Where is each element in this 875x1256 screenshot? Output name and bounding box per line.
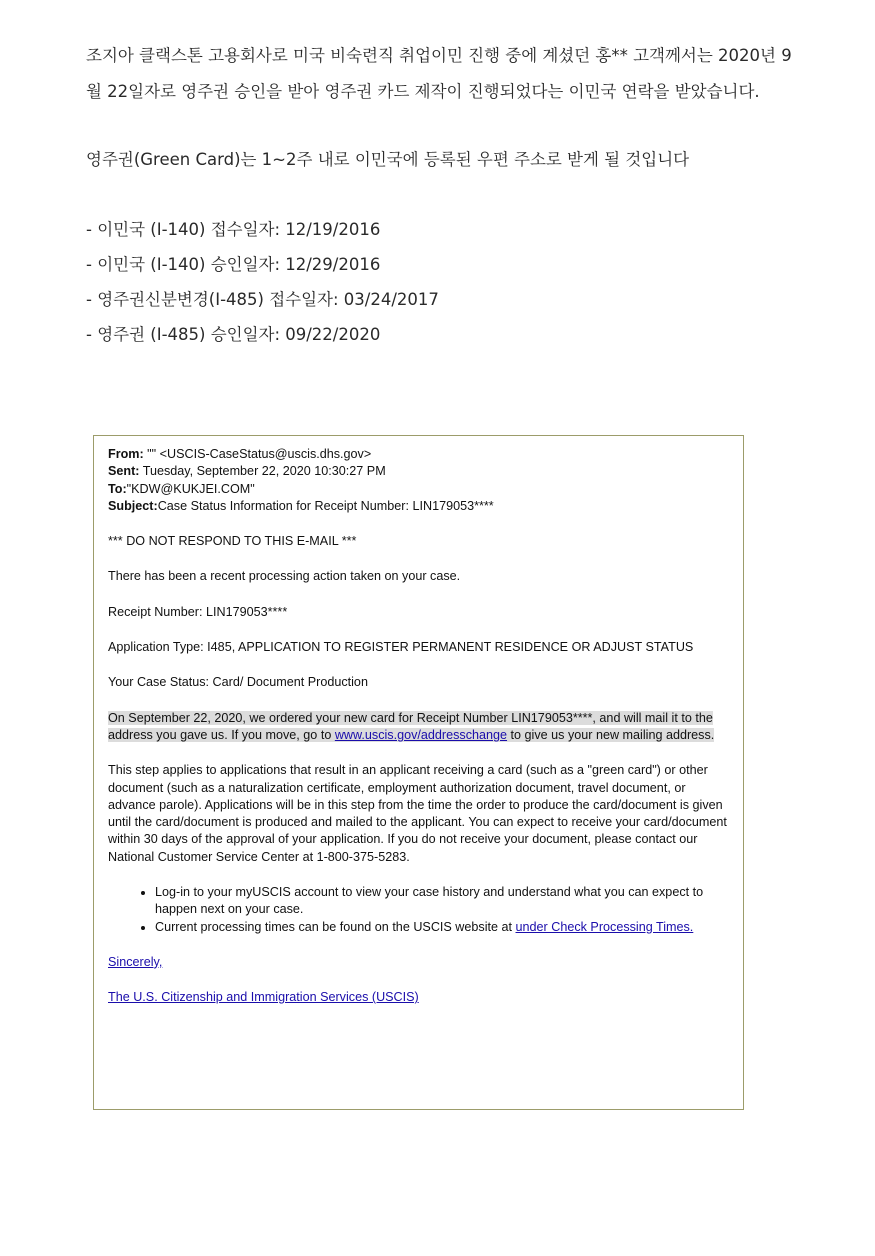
step-explanation: This step applies to applications that result in an applicant receiving a card (such as a "green card") or other document (such as a naturalization certificate, employment authorization document, travel document, or advance parole). Applications will be in this step from the time the order to produce the card/document is given until the card/document is produced and mailed to the applicant. You can expect to receive your card/document within 30 days of the approval of your application. If you do not receive your document, please contact our National Customer Service Center at 1-800-375-5283. (108, 763, 727, 864)
timeline-item: - 영주권신분변경(I-485) 접수일자: 03/24/2017 (86, 290, 439, 309)
email-screenshot (93, 435, 744, 1110)
from-value: "" <USCIS-CaseStatus@uscis.dhs.gov> (143, 447, 372, 461)
email-subject (108, 498, 729, 515)
email-sent (108, 463, 729, 480)
timeline-item: - 이민국 (I-140) 승인일자: 12/29/2016 (86, 255, 381, 274)
to-value: "KDW@KUKJEI.COM" (126, 481, 255, 496)
sincerely (108, 954, 729, 971)
to-label: To: (108, 481, 127, 496)
sent-value: Tuesday, September 22, 2020 10:30:27 PM (139, 464, 386, 479)
highlighted-text (108, 711, 714, 742)
highlight-text-before: On September 22, 2020, we ordered your new card for Receipt Number LIN179053****, and will mail it to the address you gave us. If you move, go to (108, 710, 713, 742)
intro-paragraph: 조지아 클랙스톤 고용회사로 미국 비숙련직 취업이민 진행 중에 계셨던 홍** 고객께서는 2020년 9월 22일자로 영주권 승인을 받아 영주권 카드 제작이 진행되었다는 이민국 연락을 받았습니다. (86, 46, 792, 101)
subject-label: Subject: (108, 498, 158, 513)
highlight-text-after: to give us your new mailing address. (507, 727, 715, 742)
case-timeline (86, 212, 801, 352)
bullet-item (155, 919, 729, 936)
sent-label: Sent: (108, 464, 140, 479)
timeline-item: - 이민국 (I-140) 접수일자: 12/19/2016 (86, 220, 381, 239)
timeline-item: - 영주권 (I-485) 승인일자: 09/22/2020 (86, 325, 381, 344)
bullet-item: • Log-in to your myUSCIS account to view your case history and understand what you can expect to happen next on your case. (155, 884, 729, 919)
card-order-notice (108, 710, 729, 745)
sincerely-link[interactable]: Sincerely, (108, 954, 163, 969)
intro-section (86, 38, 801, 369)
processing-times-link[interactable]: under Check Processing Times. (515, 919, 694, 934)
address-change-link[interactable]: www.uscis.gov/addresschange (334, 727, 508, 742)
recent-action-text: There has been a recent processing action taken on your case. (108, 569, 461, 584)
signature (108, 989, 729, 1006)
uscis-signature-link[interactable]: The U.S. Citizenship and Immigration Services (USCIS) (108, 990, 419, 1005)
email-from (108, 446, 729, 463)
info-bullets (108, 884, 729, 936)
bullet-text: Current processing times can be found on the USCIS website at (155, 919, 516, 934)
subject-value: Case Status Information for Receipt Number: LIN179053**** (157, 498, 494, 513)
from-label: From: (108, 447, 144, 461)
do-not-respond: *** DO NOT RESPOND TO THIS E-MAIL *** (108, 534, 357, 549)
email-to (108, 481, 729, 498)
application-type: Application Type: I485, APPLICATION TO REGISTER PERMANENT RESIDENCE OR ADJUST STATUS (108, 640, 694, 655)
case-status: Your Case Status: Card/ Document Production (108, 675, 368, 690)
receipt-number: Receipt Number: LIN179053**** (108, 604, 288, 619)
green-card-notice: 영주권(Green Card)는 1~2주 내로 이민국에 등록된 우편 주소로 받게 될 것입니다 (86, 150, 690, 169)
